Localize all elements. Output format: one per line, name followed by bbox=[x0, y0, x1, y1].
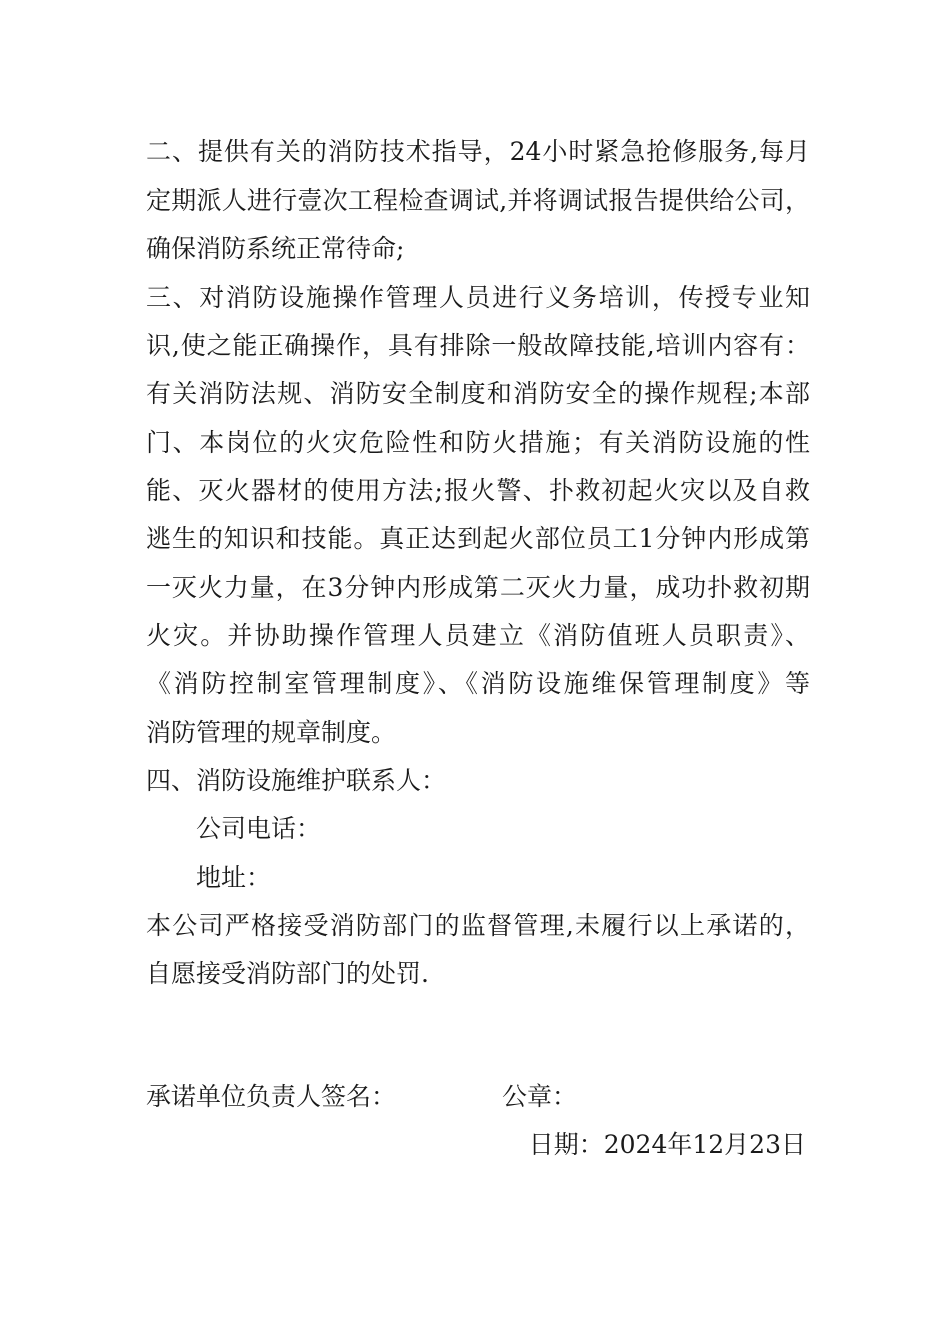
paragraph-2-line-2: 定期派人进行壹次工程检查调试,并将调试报告提供给公司， bbox=[146, 186, 810, 215]
paragraph-4-heading: 四、消防设施维护联系人： bbox=[146, 766, 447, 795]
closing-line-1: 本公司严格接受消防部门的监督管理,未履行以上承诺的， bbox=[146, 911, 810, 940]
paragraph-3-line-1: 三、对消防设施操作管理人员进行义务培训，传授专业知 bbox=[146, 283, 810, 312]
paragraph-3-line-6: 逃生的知识和技能。真正达到起火部位员工1分钟内形成第 bbox=[146, 524, 810, 553]
paragraph-3-line-2: 识,使之能正确操作，具有排除一般故障技能,培训内容有： bbox=[146, 331, 810, 360]
paragraph-3-line-10: 消防管理的规章制度。 bbox=[146, 718, 397, 747]
paragraph-2-line-1: 二、提供有关的消防技术指导，24小时紧急抢修服务,每月 bbox=[146, 137, 810, 166]
paragraph-3-line-5: 能、灭火器材的使用方法;报火警、扑救初起火灾以及自救 bbox=[146, 476, 810, 505]
address-label: 地址： bbox=[196, 863, 272, 892]
paragraph-3-line-3: 有关消防法规、消防安全制度和消防安全的操作规程;本部 bbox=[146, 379, 810, 408]
paragraph-3-line-9: 《消防控制室管理制度》、《消防设施维保管理制度》等 bbox=[146, 669, 810, 698]
paragraph-2-line-3: 确保消防系统正常待命; bbox=[146, 234, 405, 263]
company-phone-label: 公司电话： bbox=[196, 814, 322, 843]
date-line: 日期：2024年12月23日 bbox=[528, 1130, 806, 1159]
closing-line-2: 自愿接受消防部门的处罚. bbox=[146, 959, 429, 988]
seal-label: 公章： bbox=[502, 1082, 578, 1111]
paragraph-3-line-8: 火灾。并协助操作管理人员建立《消防值班人员职责》、 bbox=[146, 621, 810, 650]
paragraph-3-line-7: 一灭火力量，在3分钟内形成第二灭火力量，成功扑救初期 bbox=[146, 573, 810, 602]
paragraph-3-line-4: 门、本岗位的火灾危险性和防火措施；有关消防设施的性 bbox=[146, 428, 810, 457]
signature-label: 承诺单位负责人签名： bbox=[146, 1082, 397, 1111]
